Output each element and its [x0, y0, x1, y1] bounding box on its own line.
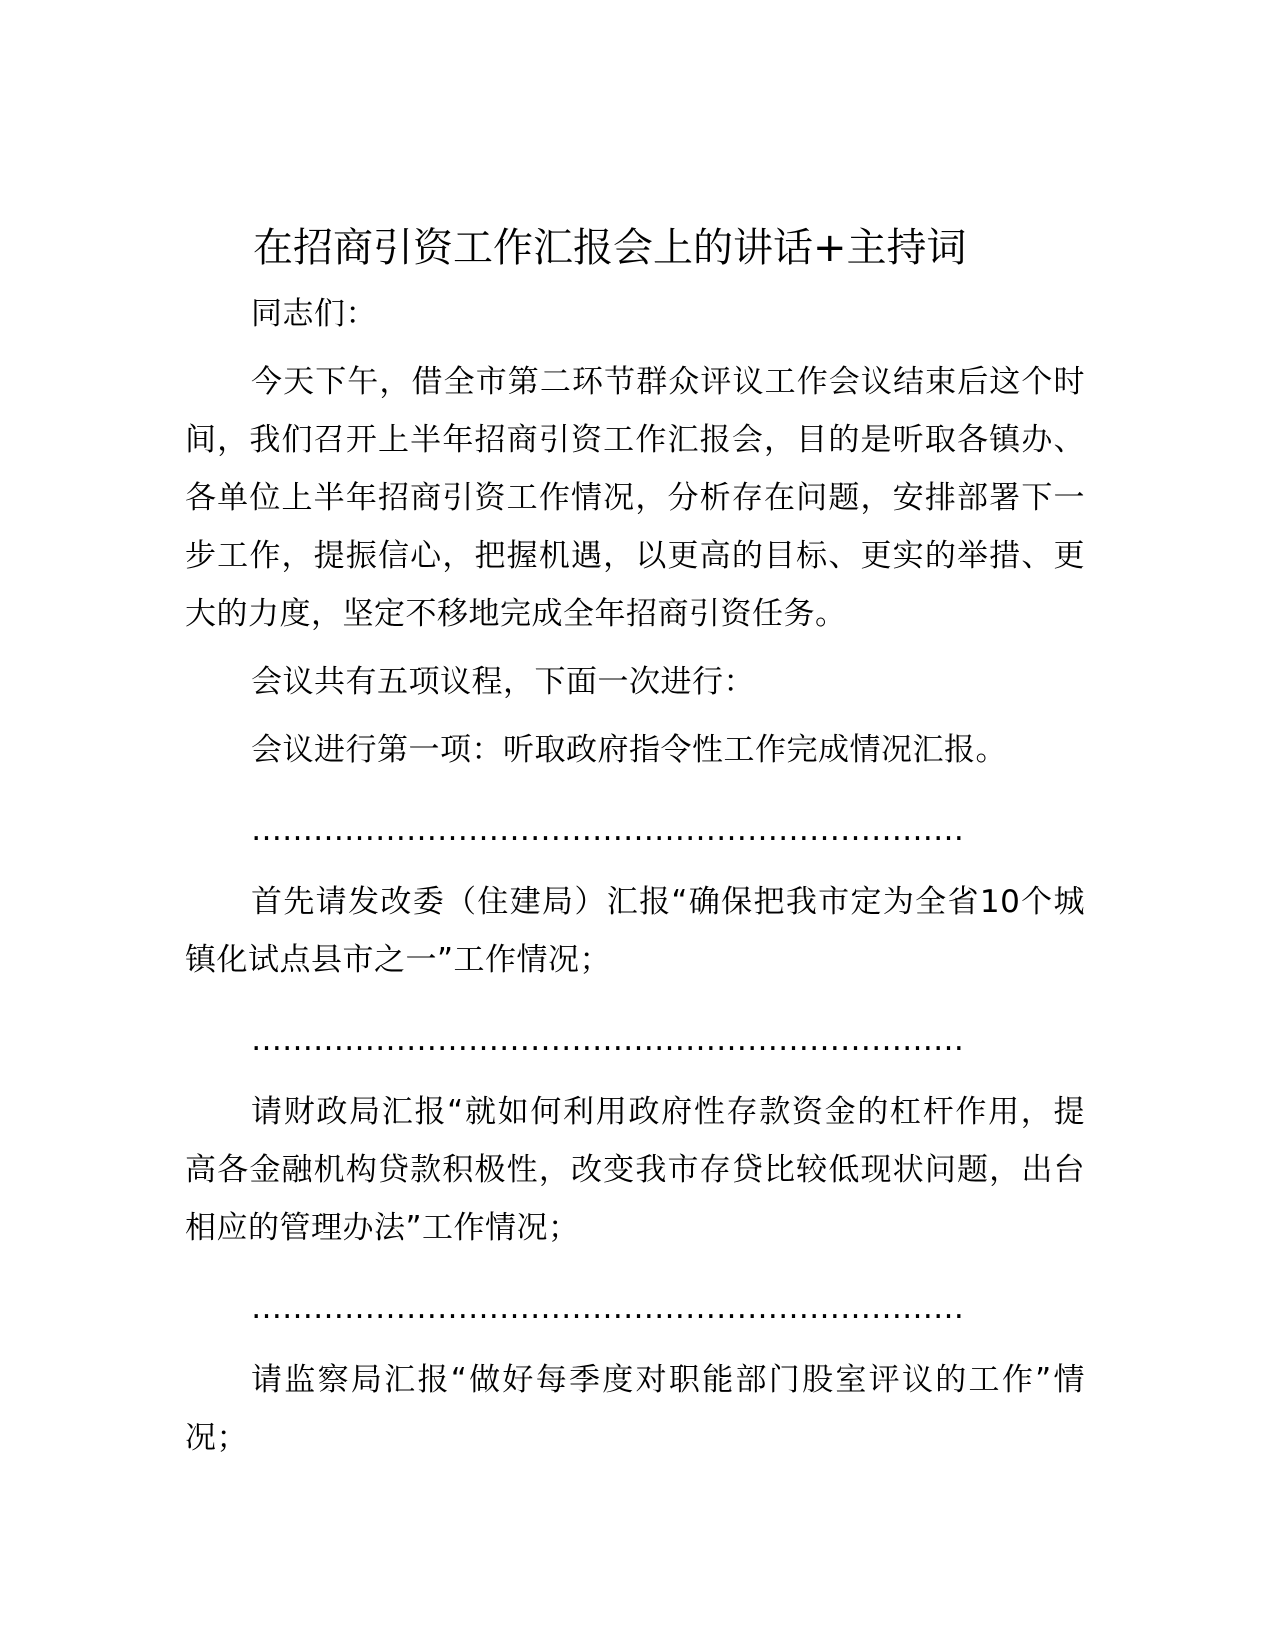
document-body [185, 218, 1085, 1467]
agenda-item-one: 会议进行第一项：听取政府指令性工作完成情况汇报。 [251, 732, 1007, 768]
agenda-intro: 会议共有五项议程，下面一次进行： [251, 664, 755, 700]
ellipsis-separator: …………………………………………………………… [251, 812, 964, 848]
report-request-paragraph: 首先请发改委（住建局）汇报“确保把我市定为全省10个城镇化试点县市之一”工作情况； [185, 884, 1085, 978]
ellipsis-separator: …………………………………………………………… [251, 1290, 964, 1326]
opening-paragraph: 今天下午，借全市第二环节群众评议工作会议结束后这个时间，我们召开上半年招商引资工作汇报会，目的是听取各镇办、各单位上半年招商引资工作情况，分析存在问题，安排部署下一步工作，提振信心，把握机遇，以更高的目标、更实的举措、更大的力度，坚定不移地完成全年招商引资任务。 [185, 364, 1085, 632]
document-title: 在招商引资工作汇报会上的讲话+主持词 [253, 225, 967, 271]
report-request-paragraph: 请监察局汇报“做好每季度对职能部门股室评议的工作”情况； [185, 1362, 1085, 1456]
salutation: 同志们： [251, 296, 377, 332]
ellipsis-separator: …………………………………………………………… [251, 1022, 964, 1058]
report-request-paragraph: 请财政局汇报“就如何利用政府性存款资金的杠杆作用，提高各金融机构贷款积极性，改变我市存贷比较低现状问题，出台相应的管理办法”工作情况； [185, 1094, 1085, 1246]
